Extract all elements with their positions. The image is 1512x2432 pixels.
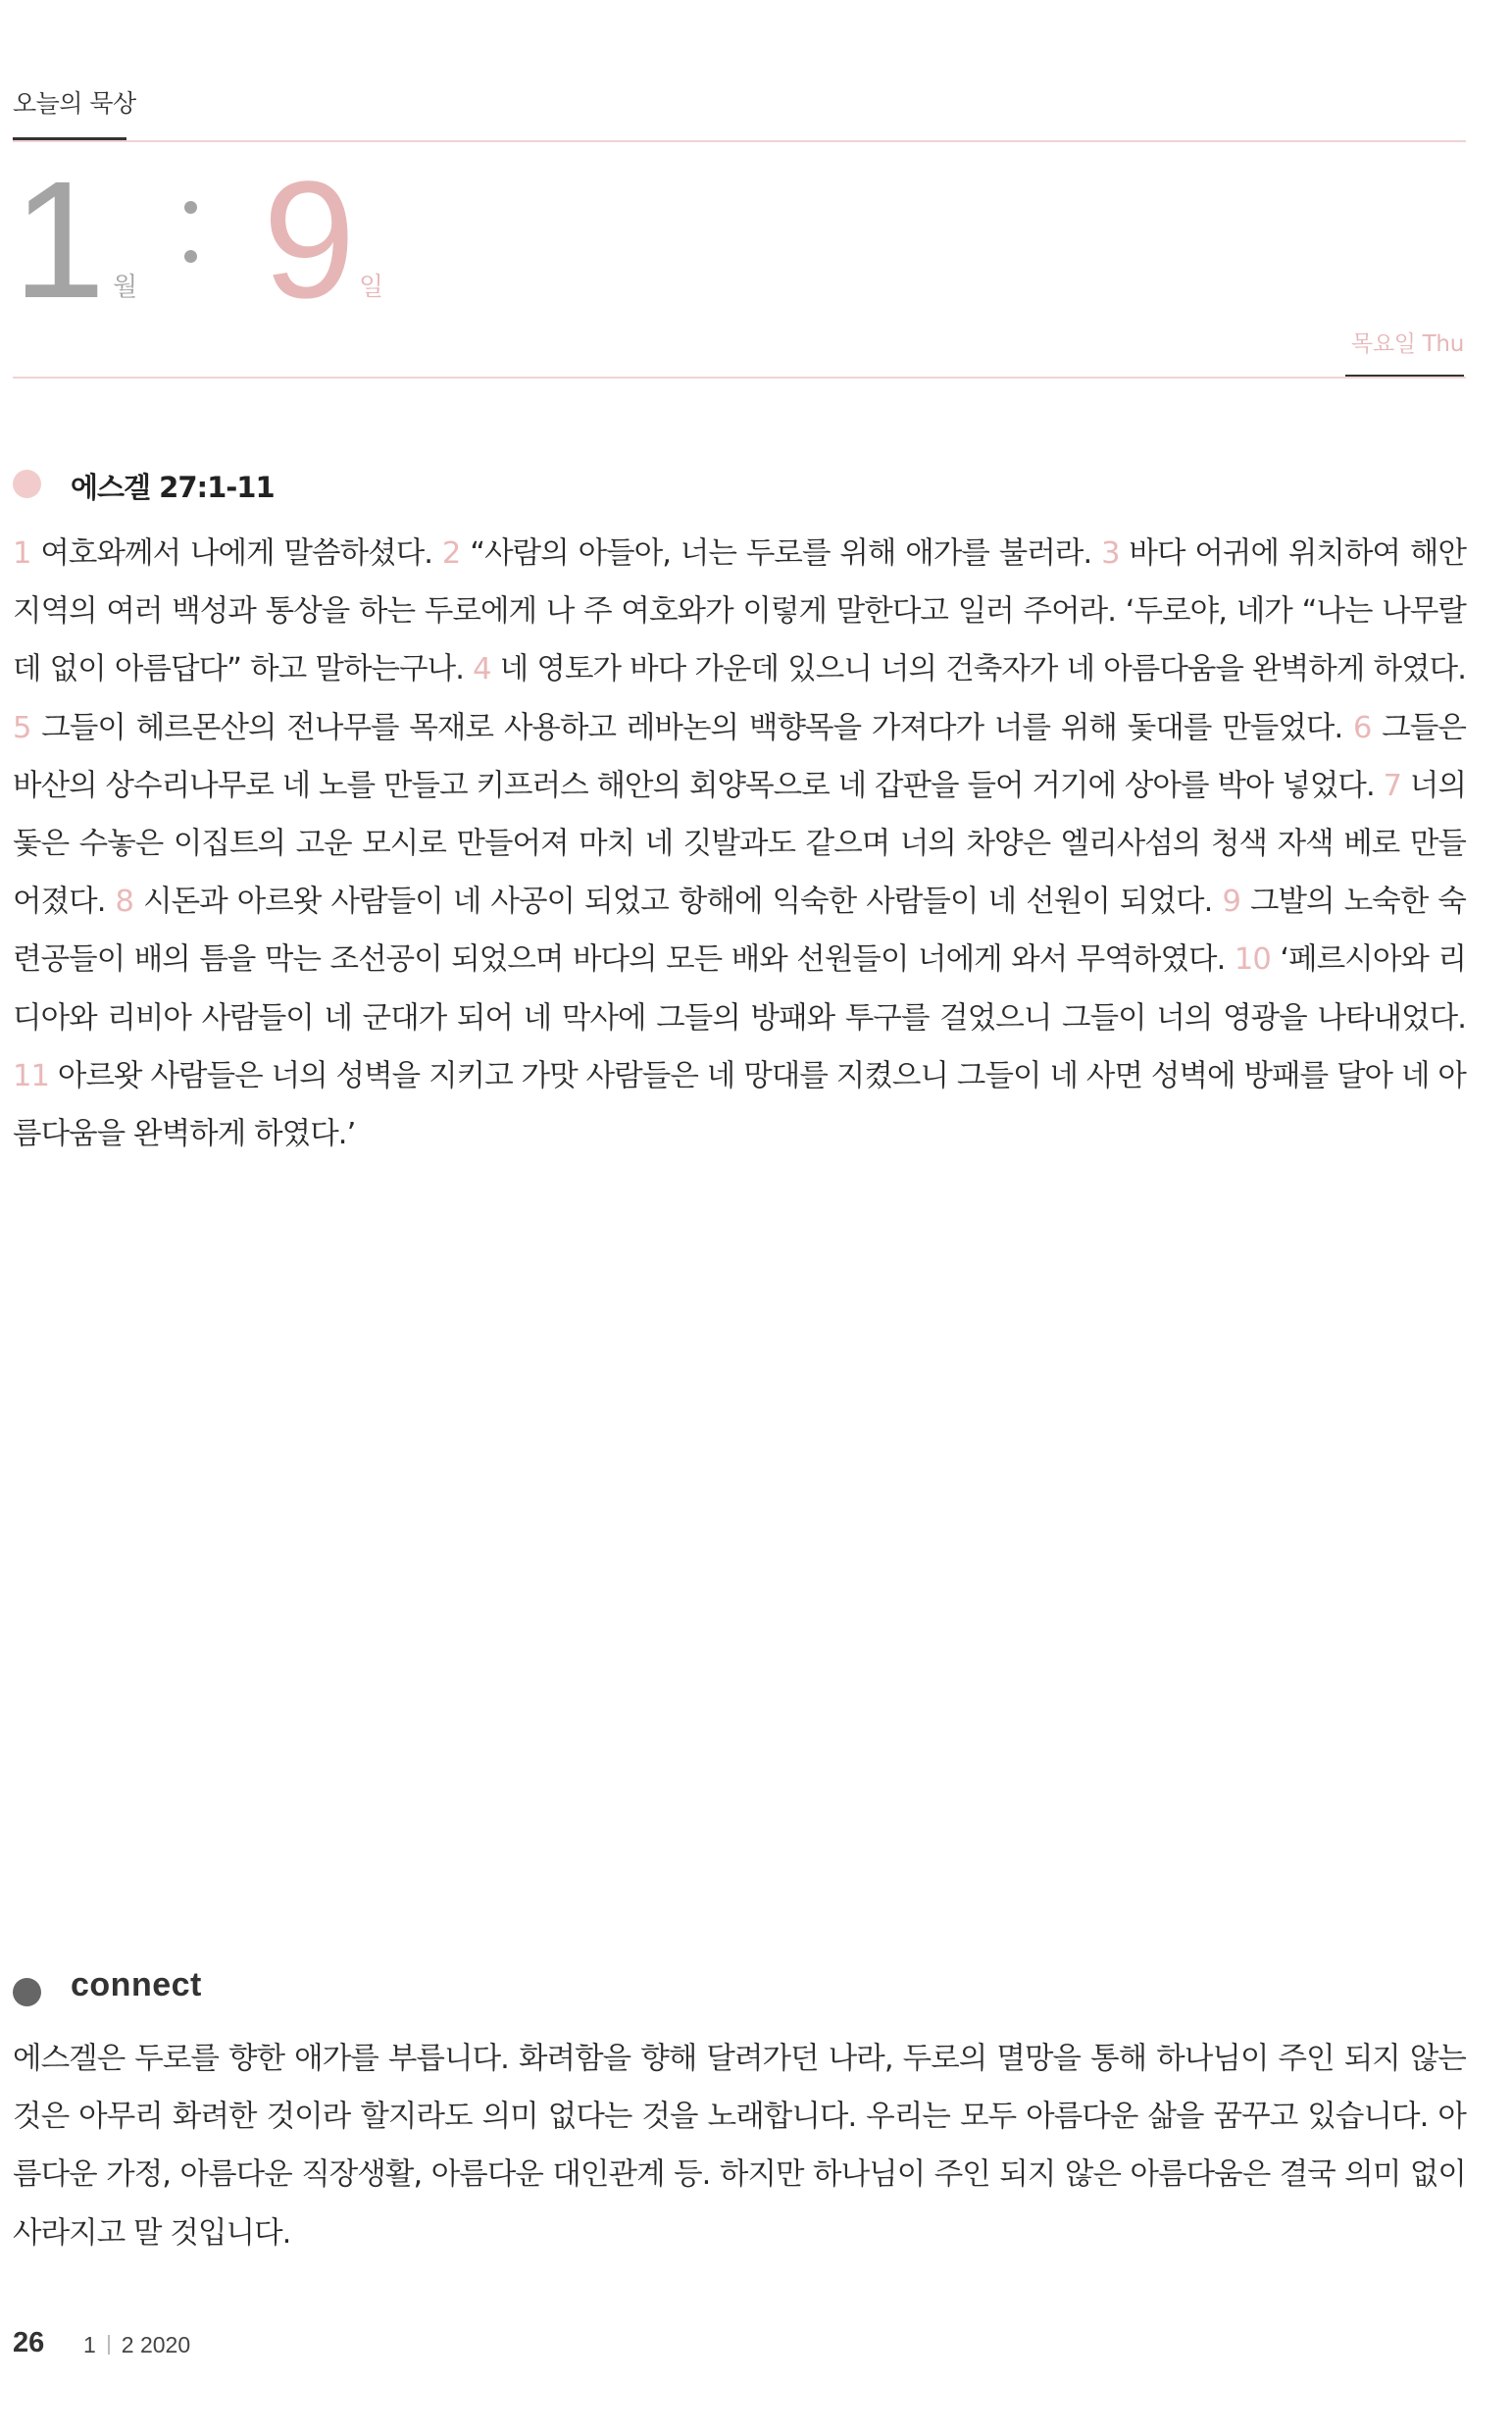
passage-text: [13, 525, 1466, 1163]
issue-separator: [108, 2335, 110, 2355]
verse-number: 11: [13, 1058, 50, 1093]
connect-bullet-icon: [13, 1978, 41, 2006]
verse-text: 시돈과 아르왓 사람들이 네 사공이 되었고 항해에 익숙한 사람들이 네 선원이 되었다.: [133, 885, 1223, 920]
verse-number: 4: [473, 652, 491, 687]
passage-bullet-icon: [13, 470, 41, 498]
page-number: 26: [13, 2327, 45, 2358]
verse-number: 3: [1101, 536, 1120, 571]
verse-number: 6: [1353, 710, 1372, 745]
verse-number: 10: [1234, 942, 1271, 978]
verse-text: 바다 어귀에 위치하여 해안 지역의 여러 백성과 통상을 하는 두로에게 나 주 여호와가 이렇게 말한다고 일러 주어라. ‘두로야, 네가 “나는 나무랄 데 없이 아름답다” 하고 말하는구나.: [13, 536, 1467, 687]
header-top-divider: [13, 140, 1466, 142]
verse-number: 7: [1383, 768, 1402, 803]
verse-text: “사람의 아들아, 너는 두로를 위해 애가를 불러라.: [460, 536, 1102, 571]
issue-info: [83, 2332, 190, 2358]
section-label: 오늘의 묵상: [13, 89, 136, 118]
verse-text: 그들이 헤르몬산의 전나무를 목재로 사용하고 레바논의 백향목을 가져다가 너를 위해 돛대를 만들었다.: [30, 710, 1354, 745]
verse-number: 5: [13, 710, 31, 745]
connect-title: connect: [71, 1966, 202, 2003]
date-month-unit: 월: [113, 273, 138, 302]
date-day: 9: [263, 147, 356, 333]
verse-text: 네 영토가 바다 가운데 있으니 너의 건축자가 네 아름다움을 완벽하게 하였다.: [490, 652, 1466, 687]
verse-number: 1: [13, 536, 31, 571]
verse-text: 여호와께서 나에게 말씀하셨다.: [30, 536, 442, 571]
issue-month: 1: [83, 2332, 96, 2357]
issue-year: 2 2020: [121, 2332, 191, 2357]
date-day-unit: 일: [359, 273, 384, 302]
verse-number: 8: [115, 885, 134, 920]
connect-text: 에스겔은 두로를 향한 애가를 부릅니다. 화려함을 향해 달려가던 나라, 두로의 멸망을 통해 하나님이 주인 되지 않는 것은 아무리 화려한 것이라 할지라도 의미 없다는 것을 노래합니다. 우리는 모두 아름다운 삶을 꿈꾸고 있습니다. 아름다운 가정, 아름다운 직장생활, 아름다운 대인관계 등. 하지만 하나님이 주인 되지 않은 아름다움은 결국 의미 없이 사라지고 말 것입니다.: [13, 2042, 1466, 2251]
verse-text: ‘페르시아와 리디아와 리비아 사람들이 네 군대가 되어 네 막사에 그들의 방패와 투구를 걸었으니 그들이 너의 영광을 나타내었다.: [13, 942, 1467, 1036]
verse-text: 너의 돛은 수놓은 이집트의 고운 모시로 만들어져 마치 네 깃발과도 같으며 너의 차양은 엘리사섬의 청색 자색 베로 만들어졌다.: [13, 768, 1467, 920]
verse-number: 9: [1222, 885, 1240, 920]
date-colon-separator: [184, 201, 198, 270]
verse-text: 그발의 노숙한 숙련공들이 배의 틈을 막는 조선공이 되었으며 바다의 모든 배와 선원들이 너에게 와서 무역하였다.: [13, 885, 1466, 978]
weekday-label: 목요일 Thu: [1350, 331, 1464, 357]
verse-text: 아르왓 사람들은 너의 성벽을 지키고 가맛 사람들은 네 망대를 지켰으니 그들이 네 사면 성벽에 방패를 달아 네 아름다움을 완벽하게 하였다.’: [13, 1058, 1466, 1152]
passage-reference: 에스겔 27:1-11: [71, 471, 275, 504]
verse-number: 2: [441, 536, 461, 571]
verse-text: 그들은 바산의 상수리나무로 네 노를 만들고 키프러스 해안의 회양목으로 네 갑판을 들어 거기에 상아를 박아 넣었다.: [13, 710, 1466, 803]
date-month: 1: [13, 147, 106, 333]
header-bottom-divider: [13, 377, 1466, 379]
